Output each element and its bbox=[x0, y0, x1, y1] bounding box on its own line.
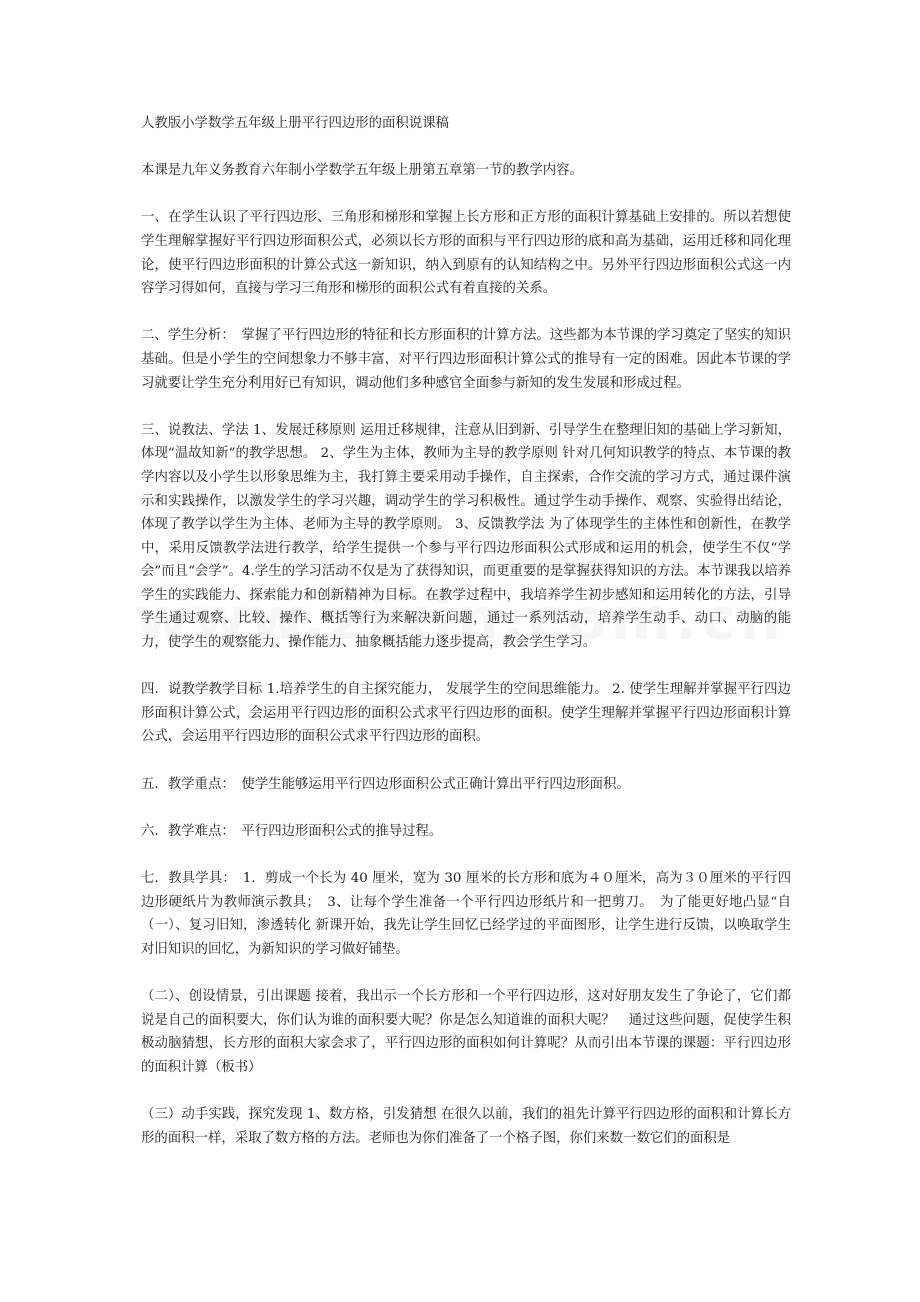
paragraph-part-2: （二）、创设情景，引出课题 接着，我出示一个长方形和一个平行四边形，这对好朋友发生了争论了，它们都说是自己的面积要大，你们认为谁的面积要大呢？你是怎么知道谁的面积大呢？ 通过这些问题，促使学生积极动脑猜想，长方形的面积大家会求了，平行四边形的面积如何计算呢？从而引出本节课的课题：平行四边形的面积计算（板书） bbox=[141, 988, 791, 1075]
paragraph-section-3: 三、说教法、学法 1、发展迁移原则 运用迁移规律，注意从旧到新、引导学生在整理旧知的基础上学习新知，体现“温故知新”的教学思想。 2、学生为主体，教师为主导的教学原则 针对几何知识教学的特点、本节课的教学内容以及小学生以形象思维为主，我打算主要采用动手操作，自主探索，合作交流的学习方式，通过课件演示和实践操作，以激发学生的学习兴趣，调动学生的学习积极性。通过学生动手操作、观察、实验得出结论，体现了教学以学生为主体、老师为主导的教学原则。 3、反馈教学法 为了体现学生的主体性和创新性，在教学中，采用反馈教学法进行教学，给学生提供一个参与平行四边形面积公式形成和运用的机会，使学生不仅“学会”而且“会学”。4.学生的学习活动不仅是为了获得知识，而更重要的是掌握获得知识的方法。本节课我以培养学生的实践能力、探索能力和创新精神为目标。在教学过程中，我培养学生初步感知和运用转化的方法，引导学生通过观察、比较、操作、概括等行为来解决新问题，通过一系列活动，培养学生动手、动口、动脑的能力，使学生的观察能力、操作能力、抽象概括能力逐步提高，教会学生学习。 bbox=[141, 422, 791, 651]
paragraph-section-5: 五．教学重点： 使学生能够运用平行四边形面积公式正确计算出平行四边形面积。 bbox=[141, 776, 630, 792]
paragraph-section-6: 六．教学难点： 平行四边形面积公式的推导过程。 bbox=[141, 823, 443, 839]
paragraph-part-3: （三）动手实践，探究发现 1、数方格，引发猜想 在很久以前，我们的祖先计算平行四边形的面积和计算长方形的面积一样，采取了数方格的方法。老师也为你们准备了一个格子图，你们来数一数它们的面积是 bbox=[141, 1106, 791, 1146]
paragraph-intro: 本课是九年义务教育六年制小学数学五年级上册第五章第一节的教学内容。 bbox=[141, 163, 583, 179]
document-title: 人教版小学数学五年级上册平行四边形的面积说课稿 bbox=[141, 116, 449, 131]
paragraph-section-1: 一、在学生认识了平行四边形、三角形和梯形和掌握上长方形和正方形的面积计算基础上安排的。所以若想使学生理解掌握好平行四边形面积公式，必须以长方形的面积与平行四边形的底和高为基础，运用迁移和同化理论，使平行四边形面积的计算公式这一新知识，纳入到原有的认知结构之中。另外平行四边形面积公式这一内容学习得如何，直接与学习三角形和梯形的面积公式有着直接的关系。 bbox=[141, 210, 791, 297]
document-body bbox=[141, 112, 791, 1174]
paragraph-section-7: 七．教具学具： 1．剪成一个长为 40 厘米，宽为 30 厘米的长方形和底为４０厘米，高为３０厘米的平行四边形硬纸片为教师演示教具； 3、让每个学生准备一个平行四边形纸片和一把剪刀。 为了能更好地凸显“自（一）、复习旧知，渗透转化 新课开始，我先让学生回忆已经学过的平面图形，让学生进行反馈，以唤取学生对旧知识的回忆，为新知识的学习做好铺垫。 bbox=[141, 871, 791, 957]
paragraph-section-4: 四．说教学教学目标 1.培养学生的自主探究能力， 发展学生的空间思维能力。 2. 使学生理解并掌握平行四边形面积计算公式，会运用平行四边形的面积公式求平行四边形的面积。使学生理解并掌握平行四边形面积计算公式，会运用平行四边形的面积公式求平行四边形的面积。 bbox=[141, 682, 791, 745]
paragraph-section-2: 二、学生分析： 掌握了平行四边形的特征和长方形面积的计算方法。这些都为本节课的学习奠定了坚实的知识基础。但是小学生的空间想象力不够丰富，对平行四边形面积计算公式的推导有一定的困难。因此本节课的学习就要让学生充分利用好已有知识，调动他们多种感官全面参与新知的发生发展和形成过程。 bbox=[141, 328, 791, 391]
